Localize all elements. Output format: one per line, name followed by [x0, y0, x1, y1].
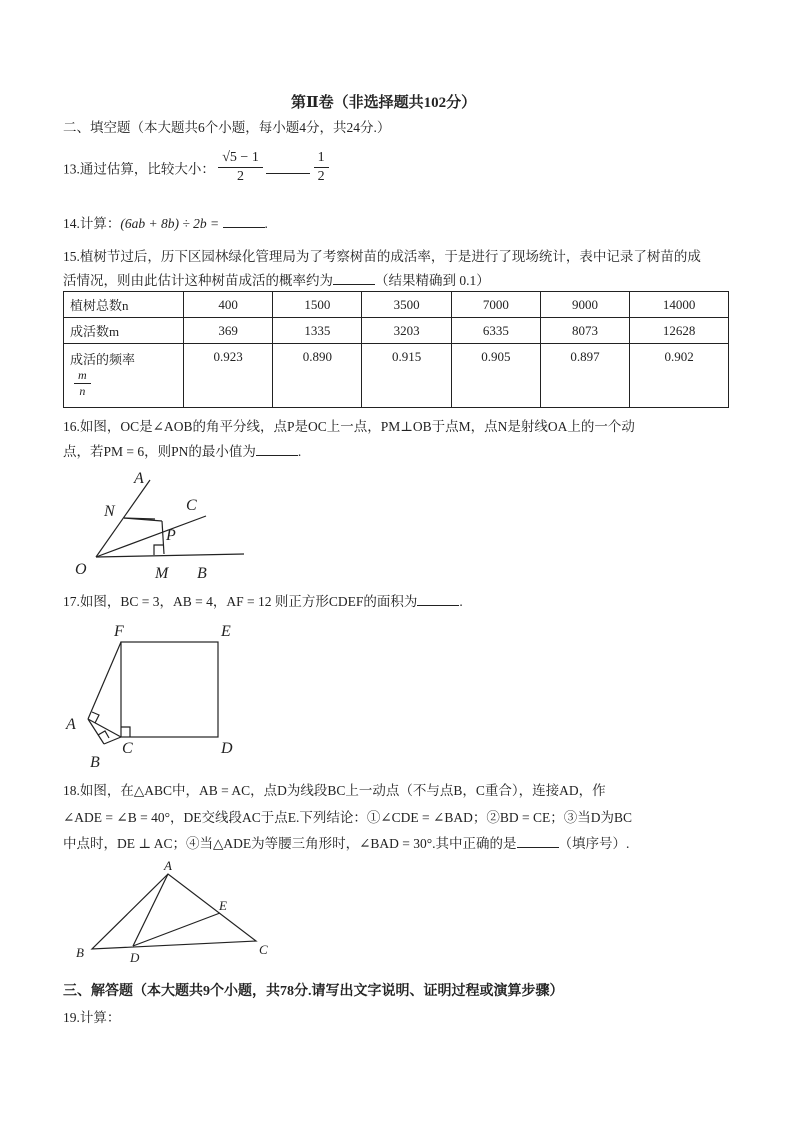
segment-bc — [104, 737, 121, 744]
q14-answer-blank[interactable] — [223, 215, 265, 228]
seedling-survival-table — [63, 291, 729, 408]
table-cell: 0.905 — [451, 344, 540, 408]
label-p: P — [166, 527, 176, 544]
label-c: C — [259, 942, 268, 957]
table-cell: 0.897 — [540, 344, 629, 408]
section-heading-fill-in: 二、填空题（本大题共6个小题，每小题4分，共24分.） — [63, 120, 391, 135]
q18-line-1: 18.如图，在△ABC中，AB = AC，点D为线段BC上一动点（不与点B，C重合），连接AD，作 — [63, 783, 606, 798]
q14-expression: (6ab + 8b) ÷ 2b = — [120, 216, 220, 231]
q13-fraction-1 — [218, 149, 263, 186]
q13-frac2-denominator: 2 — [317, 169, 325, 184]
q18-triangle-figure — [70, 858, 290, 968]
label-f: F — [114, 623, 124, 640]
table-cell: 1335 — [273, 318, 362, 344]
q13-frac2-numerator: 1 — [314, 149, 329, 168]
q15-line-1: 15.植树节过后，历下区园林绿化管理局为了考察树苗的成活率，于是进行了现场统计，表中记录了树苗的成 — [63, 249, 701, 264]
label-e: E — [221, 623, 231, 640]
label-m: M — [155, 565, 169, 582]
question-13 — [63, 149, 329, 186]
q16-angle-bisector-figure — [66, 460, 256, 585]
table-row — [64, 292, 729, 318]
q15-answer-blank[interactable] — [333, 272, 375, 285]
frequency-label: 成活的频率 — [70, 352, 136, 367]
q15-line-2-post: （结果精确到 0.1） — [375, 273, 490, 288]
page-title: 第Ⅱ卷（非选择题共102分） — [291, 95, 477, 111]
table-cell: 9000 — [540, 292, 629, 318]
question-17 — [63, 590, 463, 610]
q16-line-1: 16.如图，OC是∠AOB的角平分线，点P是OC上一点，PM⊥OB于点M，点N是射线OA上的一个动 — [63, 419, 635, 434]
table-cell: 0.915 — [362, 344, 451, 408]
q18-line-3 — [63, 832, 629, 852]
q18-line-3-post: （填序号）. — [558, 836, 630, 851]
q18-line-2: ∠ADE = ∠B = 40°，DE交线段AC于点E.下列结论：①∠CDE = ∠BAD；②BD = CE；③当D为BC — [63, 810, 632, 825]
label-e: E — [219, 898, 227, 913]
label-d: D — [130, 950, 140, 965]
q13-answer-blank[interactable] — [266, 161, 310, 174]
square-cdef — [121, 642, 218, 737]
right-angle-mark-c — [121, 727, 130, 737]
q13-frac1-denominator: 2 — [237, 169, 245, 184]
table-cell: 0.923 — [184, 344, 273, 408]
label-a: A — [134, 470, 144, 487]
segment-ac — [88, 719, 121, 737]
frequency-numerator: m — [74, 368, 91, 384]
ray-oc — [96, 516, 206, 557]
label-b: B — [90, 754, 100, 771]
table-cell: 12628 — [630, 318, 729, 344]
table-cell: 3500 — [362, 292, 451, 318]
q17-answer-blank[interactable] — [417, 593, 459, 606]
table-cell: 7000 — [451, 292, 540, 318]
q13-fraction-2 — [314, 149, 329, 186]
q16-answer-blank[interactable] — [256, 443, 298, 456]
label-a: A — [164, 858, 172, 873]
q15-line-2 — [63, 269, 490, 289]
table-cell: 400 — [184, 292, 273, 318]
table-row — [64, 318, 729, 344]
table-cell: 14000 — [630, 292, 729, 318]
right-angle-mark — [154, 545, 164, 555]
table-row — [64, 344, 729, 408]
table-cell: 1500 — [273, 292, 362, 318]
table-cell: 0.902 — [630, 344, 729, 408]
q18-answer-blank[interactable] — [517, 835, 559, 848]
row-header-frequency — [64, 344, 184, 408]
q18-line-3-pre: 中点时，DE ⊥ AC；④当△ADE为等腰三角形时，∠BAD = 30°.其中正确的是 — [63, 836, 517, 851]
label-c: C — [186, 497, 197, 514]
question-14 — [63, 212, 268, 232]
q16-line-2-pre: 点，若PM = 6，则PN的最小值为 — [63, 444, 256, 459]
label-d: D — [221, 740, 233, 757]
q13-prefix: 13.通过估算，比较大小： — [63, 161, 215, 177]
q17-prefix: 17.如图，BC = 3，AB = 4，AF = 12 则正方形CDEF的面积为 — [63, 594, 418, 609]
q14-prefix: 14.计算： — [63, 216, 121, 231]
label-a: A — [66, 716, 76, 733]
label-b: B — [76, 945, 84, 960]
table-cell: 369 — [184, 318, 273, 344]
table-cell: 3203 — [362, 318, 451, 344]
row-header-total: 植树总数n — [64, 292, 184, 318]
q15-line-2-pre: 活情况，则由此估计这种树苗成活的概率约为 — [63, 273, 333, 288]
table-cell: 6335 — [451, 318, 540, 344]
label-o: O — [75, 561, 87, 578]
table-cell: 8073 — [540, 318, 629, 344]
table-cell: 0.890 — [273, 344, 362, 408]
q14-suffix: . — [264, 216, 268, 231]
q17-suffix: . — [459, 594, 463, 609]
label-b: B — [197, 565, 207, 582]
question-19: 19.计算： — [63, 1010, 121, 1025]
frequency-denominator: n — [79, 384, 86, 398]
q16-line-2-post: . — [297, 444, 302, 459]
q16-line-2 — [63, 440, 301, 460]
q17-square-figure — [60, 616, 250, 776]
section-heading-answers: 三、解答题（本大题共9个小题，共78分.请写出文字说明、证明过程或演算步骤） — [63, 984, 564, 999]
row-header-survived: 成活数m — [64, 318, 184, 344]
ray-ob — [96, 554, 244, 557]
segment-pm — [162, 521, 164, 554]
label-n: N — [104, 503, 115, 520]
segment-af — [88, 642, 121, 719]
frequency-fraction — [74, 368, 91, 399]
label-c: C — [122, 740, 133, 757]
q13-frac1-numerator: √5 − 1 — [218, 149, 263, 168]
triangle-abc — [92, 874, 256, 949]
